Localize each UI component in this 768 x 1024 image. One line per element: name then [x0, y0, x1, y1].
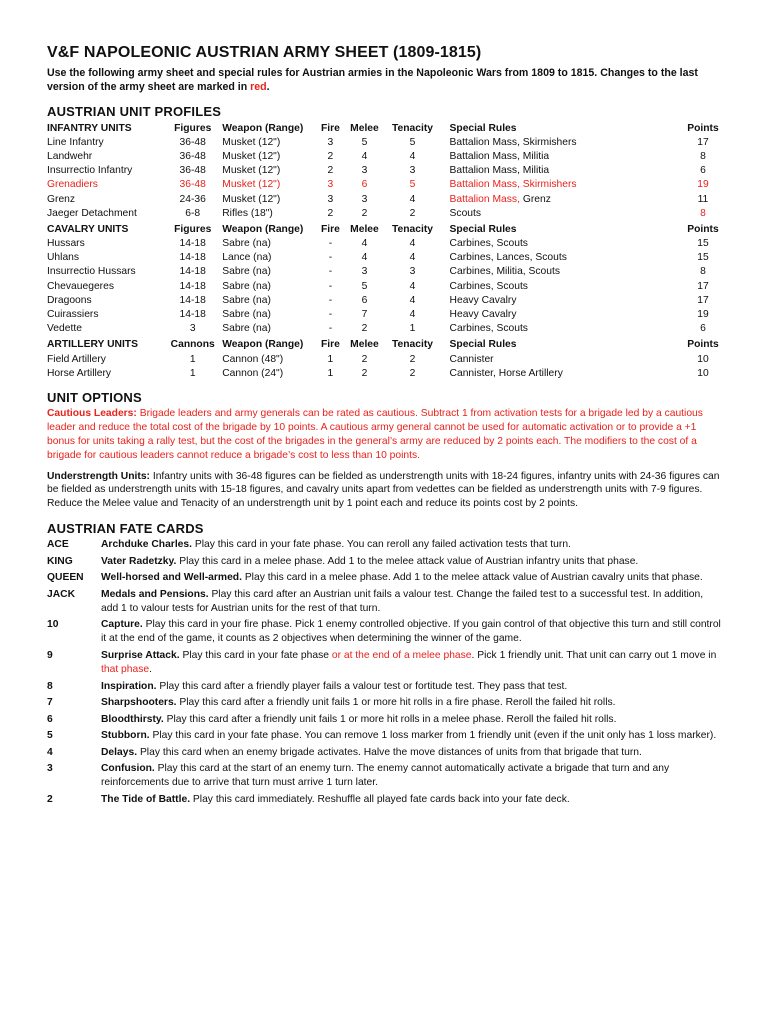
unit-ten: 4: [409, 309, 416, 321]
unit-pts: 15: [697, 252, 709, 264]
fate-card: [47, 538, 727, 552]
fate-cards-heading: AUSTRIAN FATE CARDS: [47, 520, 204, 536]
fate-card: [47, 762, 727, 790]
unit-ten: 4: [409, 193, 416, 205]
unit-special: Carbines, Scouts: [449, 323, 528, 335]
unit-pts: 17: [697, 136, 709, 148]
fate-card: [47, 649, 727, 677]
unit-profiles-table: [47, 121, 723, 380]
column-header: Points: [687, 339, 719, 351]
fate-card-name: Capture.: [101, 619, 143, 631]
fate-card-name: Bloodthirsty.: [101, 713, 164, 725]
unit-fig: 14-18: [179, 280, 206, 292]
cautious-leaders-rule: [47, 407, 727, 462]
unit-name: Cuirassiers: [47, 309, 99, 321]
column-header: Special Rules: [449, 122, 517, 134]
fate-card-name: Well-horsed and Well-armed.: [101, 572, 242, 584]
fate-card: [47, 588, 727, 616]
unit-weapon: Musket (12"): [222, 136, 281, 148]
unit-pts: 15: [697, 238, 709, 250]
unit-weapon: Lance (na): [222, 252, 272, 264]
unit-fire: -: [328, 294, 333, 306]
unit-fig: 14-18: [179, 238, 206, 250]
fate-card-rank: 7: [47, 697, 53, 709]
unit-pts: 6: [700, 165, 706, 177]
unit-name: Jaeger Detachment: [47, 207, 137, 219]
unit-fig: 6-8: [185, 207, 201, 219]
fate-card-body: .: [149, 663, 152, 675]
unit-fig: 14-18: [179, 309, 206, 321]
unit-ten: 4: [409, 150, 416, 162]
unit-special: [438, 192, 683, 206]
unit-special: Cannister: [449, 353, 494, 365]
unit-fire: 2: [327, 150, 334, 162]
fate-card-body: Play this card after a friendly unit fails 1 or more hit rolls in a melee phase. Reroll the failed hit rolls.: [163, 713, 617, 725]
unit-pts: 17: [697, 294, 709, 306]
fate-card-text: [101, 588, 721, 616]
fate-card: [47, 618, 727, 646]
fate-card-body: Play this card at the start of an enemy turn. The enemy cannot automatically activate a brigade that turn and any reinforcements due to arrive that turn must arrive 1 turn later.: [101, 763, 670, 789]
unit-fire: 1: [327, 367, 334, 379]
unit-pts: 6: [700, 323, 706, 335]
cavalry-header-row: [47, 220, 723, 236]
unit-melee: 4: [361, 150, 368, 162]
column-header: Fire: [320, 122, 340, 134]
unit-fire: -: [328, 280, 333, 292]
fate-card: [47, 793, 727, 807]
column-header: Fire: [320, 339, 340, 351]
unit-ten: 5: [409, 179, 416, 191]
unit-pts: 8: [700, 266, 706, 278]
understrength-units-text: Infantry units with 36-48 figures can be fielded as understrength units with 18-24 figures, infantry units with 24-36 figures can be fielded as understrength units with 15-18 figures, and cavalry units apart from vedettes can be fielded as understrength units with 7-9 figures. Reduce the Melee value and Tenacity of an understrength unit by 1 point each and reduce its points cost by 2 points.: [47, 470, 720, 510]
column-header: Points: [687, 223, 719, 235]
column-header: Tenacity: [392, 339, 434, 351]
column-header: CAVALRY UNITS: [47, 223, 129, 235]
unit-melee: 2: [361, 207, 368, 219]
fate-card-name: Medals and Pensions.: [101, 588, 209, 600]
unit-melee: 6: [361, 294, 368, 306]
unit-special: Heavy Cavalry: [449, 294, 517, 306]
fate-card-changed-text: that phase: [101, 663, 150, 675]
unit-special: Battalion Mass, Skirmishers: [449, 179, 577, 191]
column-header: Fire: [320, 223, 340, 235]
fate-card-text: [101, 713, 721, 727]
unit-ten: 5: [409, 136, 416, 148]
cautious-leaders-text: Brigade leaders and army generals can be rated as cautious. Subtract 1 from activation tests for a brigade led by a cautious leader and reduce the total cost of the brigade by 10 points. A cautious army general cannot be used for automatic activation or to provide a +1 bonus for units taking a rally test, but the cost of the brigades in the general’s army are reduced by 2 points each. The modifiers to the cost of a brigade for cautious leaders cannot reduce a brigade’s cost to less than 10 points.: [47, 408, 703, 461]
fate-card-changed-text: or at the end of a melee phase: [331, 649, 472, 661]
unit-weapon: Rifles (18"): [222, 207, 273, 219]
column-header: Tenacity: [392, 223, 434, 235]
unit-melee: 4: [361, 252, 368, 264]
unit-row: [47, 322, 723, 336]
unit-fig: 36-48: [179, 179, 206, 191]
column-header: Weapon (Range): [222, 122, 304, 134]
fate-card-body: Play this card after a friendly unit fails 1 or more hit rolls in a fire phase. Reroll the failed hit rolls.: [176, 697, 616, 709]
fate-card-rank: 9: [47, 649, 53, 661]
unit-fire: 2: [327, 207, 334, 219]
options-heading: UNIT OPTIONS: [47, 390, 142, 406]
fate-card-text: [101, 538, 721, 552]
unit-name: Horse Artillery: [47, 367, 112, 379]
unit-fig: 36-48: [179, 136, 206, 148]
unit-melee: 3: [361, 193, 368, 205]
fate-card: [47, 680, 727, 694]
fate-card-rank: 8: [47, 680, 53, 692]
unit-row: [47, 352, 723, 366]
column-header: Special Rules: [449, 339, 517, 351]
unit-row: [47, 192, 723, 206]
unit-melee: 5: [361, 280, 368, 292]
unit-row: [47, 307, 723, 321]
unit-fig: 14-18: [179, 294, 206, 306]
unit-special: Heavy Cavalry: [449, 309, 517, 321]
unit-row: [47, 149, 723, 163]
unit-fire: -: [328, 266, 333, 278]
unit-special: Cannister, Horse Artillery: [449, 367, 563, 379]
fate-card-rank: ACE: [47, 538, 69, 550]
unit-weapon: Musket (12"): [222, 150, 281, 162]
fate-card-rank: KING: [47, 555, 73, 567]
fate-card-body: Play this card after a friendly player fails a valour test or fortitude test. They pass that test.: [156, 680, 568, 692]
fate-card-text: [101, 746, 721, 760]
fate-card-text: [101, 793, 721, 807]
unit-weapon: Sabre (na): [222, 294, 271, 306]
unit-special: Battalion Mass, Skirmishers: [449, 136, 577, 148]
unit-melee: 3: [361, 266, 368, 278]
unit-name: Field Artillery: [47, 353, 106, 365]
fate-card-text: [101, 696, 721, 710]
fate-card: [47, 696, 727, 710]
intro-paragraph: [47, 66, 727, 94]
unit-fig: 36-48: [179, 165, 206, 177]
unit-ten: 3: [409, 266, 416, 278]
fate-card-text: [101, 762, 721, 790]
fate-card-rank: 3: [47, 763, 53, 775]
unit-pts: 10: [697, 367, 709, 379]
unit-fire: 1: [327, 353, 334, 365]
unit-name: Chevauegeres: [47, 280, 114, 292]
fate-card-rank: 5: [47, 730, 53, 742]
unit-melee: 5: [361, 136, 368, 148]
fate-card-body: Play this card in your fate phase. You can remove 1 loss marker from 1 friendly unit (even if the unit only has 1 loss marker).: [149, 730, 717, 742]
unit-melee: 7: [361, 309, 368, 321]
unit-melee: 2: [361, 353, 368, 365]
fate-card-body: Play this card after an Austrian unit fails a valour test. Change the failed test to a successful test. In addition, add 1 to valour tests for Austrian units for the rest of that turn.: [101, 588, 704, 614]
column-header: INFANTRY UNITS: [47, 122, 132, 134]
fate-card: [47, 555, 727, 569]
unit-special: Carbines, Scouts: [449, 280, 528, 292]
unit-pts: 11: [697, 193, 709, 205]
unit-fire: -: [328, 252, 333, 264]
unit-melee: 3: [361, 165, 368, 177]
unit-weapon: Sabre (na): [222, 323, 271, 335]
fate-card-name: Archduke Charles.: [101, 538, 192, 550]
fate-card-body: Play this card immediately. Reshuffle all played fate cards back into your fate deck.: [190, 794, 570, 806]
unit-row: [47, 251, 723, 265]
unit-fire: 2: [327, 165, 334, 177]
fate-card-body: Play this card when an enemy brigade activates. Halve the move distances of units from that brigade that turn.: [137, 746, 642, 758]
unit-special: Carbines, Lances, Scouts: [449, 252, 567, 264]
fate-card-name: Delays.: [101, 746, 138, 758]
fate-card: [47, 713, 727, 727]
unit-row: [47, 164, 723, 178]
unit-weapon: Cannon (48"): [222, 353, 284, 365]
page-title: V&F NAPOLEONIC AUSTRIAN ARMY SHEET (1809-1815): [47, 44, 482, 61]
unit-pts: 8: [700, 150, 706, 162]
unit-special: Battalion Mass, Militia: [449, 150, 550, 162]
unit-ten: 4: [409, 294, 416, 306]
unit-name: Uhlans: [47, 252, 80, 264]
unit-ten: 2: [409, 207, 416, 219]
column-header: Points: [687, 122, 719, 134]
fate-card-body: Play this card in your fate phase: [179, 649, 332, 661]
unit-row: [47, 366, 723, 380]
unit-special: Carbines, Scouts: [449, 238, 528, 250]
unit-fire: 3: [327, 136, 334, 148]
unit-fig: 1: [189, 367, 196, 379]
unit-melee: 2: [361, 367, 368, 379]
unit-name: Insurrectio Infantry: [47, 165, 133, 177]
unit-weapon: Sabre (na): [222, 238, 271, 250]
column-header: Figures: [174, 223, 212, 235]
fate-card-text: [101, 618, 721, 646]
army-sheet: [47, 44, 727, 810]
fate-card-name: Confusion.: [101, 763, 155, 775]
unit-ten: 1: [409, 323, 416, 335]
unit-pts: 19: [697, 309, 709, 321]
unit-name: Vedette: [47, 323, 82, 335]
unit-name: Hussars: [47, 238, 85, 250]
fate-card: [47, 571, 727, 585]
fate-card-rank: 2: [47, 794, 53, 806]
unit-pts: 8: [700, 207, 706, 219]
unit-weapon: Musket (12"): [222, 193, 281, 205]
understrength-units-title: Understrength Units:: [47, 470, 150, 482]
fate-card-body: . Pick 1 friendly unit. That unit can carry out 1 move in: [471, 649, 717, 661]
unit-row: [47, 265, 723, 279]
unit-special: Carbines, Militia, Scouts: [449, 266, 560, 278]
intro-text: Use the following army sheet and special rules for Austrian armies in the Napoleonic Wars from 1809 to 1815. Changes to the last version of the army sheet are marked in: [47, 67, 698, 93]
unit-fire: -: [328, 238, 333, 250]
fate-card-name: Surprise Attack.: [101, 649, 180, 661]
fate-card-rank: 10: [47, 619, 59, 631]
fate-card-rank: 6: [47, 713, 53, 725]
fate-card-body: Play this card in your fate phase. You can reroll any failed activation tests that turn.: [192, 538, 571, 550]
unit-special: Scouts: [449, 207, 482, 219]
unit-name: Grenadiers: [47, 179, 98, 191]
unit-melee: 2: [361, 323, 368, 335]
unit-ten: 4: [409, 280, 416, 292]
fate-card-body: Play this card in a melee phase. Add 1 to the melee attack value of Austrian infantry units that phase.: [176, 555, 639, 567]
unit-row: [47, 178, 723, 192]
fate-card-text: [101, 729, 721, 743]
unit-melee: 4: [361, 238, 368, 250]
unit-ten: 2: [409, 353, 416, 365]
unit-name: Dragoons: [47, 294, 92, 306]
column-header: Melee: [350, 223, 379, 235]
unit-fire: 3: [327, 179, 334, 191]
unit-name: Grenz: [47, 193, 76, 205]
unit-pts: 19: [697, 179, 709, 191]
unit-pts: 10: [697, 353, 709, 365]
fate-card-name: Vater Radetzky.: [101, 555, 177, 567]
column-header: Cannons: [170, 339, 215, 351]
unit-ten: 2: [409, 367, 416, 379]
unit-row: [47, 206, 723, 220]
unit-name: Line Infantry: [47, 136, 104, 148]
unit-row: [47, 293, 723, 307]
infantry-header-row: [47, 121, 723, 135]
fate-card-text: [101, 555, 721, 569]
fate-card-rank: QUEEN: [47, 572, 84, 584]
fate-card-list: [47, 538, 727, 807]
unit-fire: 3: [327, 193, 334, 205]
column-header: Figures: [174, 122, 212, 134]
unit-fig: 3: [189, 323, 196, 335]
unit-fig: 14-18: [179, 252, 206, 264]
unit-ten: 4: [409, 252, 416, 264]
column-header: Weapon (Range): [222, 339, 304, 351]
cautious-leaders-title: Cautious Leaders:: [47, 408, 137, 420]
column-header: ARTILLERY UNITS: [47, 339, 138, 351]
unit-row: [47, 237, 723, 251]
unit-weapon: Musket (12"): [222, 165, 281, 177]
unit-special-changed: Battalion Mass,: [449, 193, 520, 205]
fate-card-rank: 4: [47, 746, 53, 758]
unit-special: Battalion Mass, Militia: [449, 165, 550, 177]
unit-fig: 14-18: [179, 266, 206, 278]
fate-card-name: Sharpshooters.: [101, 697, 177, 709]
artillery-header-row: [47, 336, 723, 352]
fate-card-body: Play this card in your fire phase. Pick 1 enemy controlled objective. If you gain control of that objective this turn and still control it at the end of the game, it counts as 2 objectives when determining the winner of the game.: [101, 619, 721, 645]
profiles-heading: AUSTRIAN UNIT PROFILES: [47, 104, 222, 119]
column-header: Melee: [350, 122, 379, 134]
fate-card-name: Inspiration.: [101, 680, 157, 692]
unit-fig: 36-48: [179, 150, 206, 162]
understrength-units-rule: [47, 470, 727, 511]
unit-row: [47, 135, 723, 149]
column-header: Tenacity: [392, 122, 434, 134]
fate-card-rank: JACK: [47, 588, 76, 600]
fate-card-text: [101, 571, 721, 585]
fate-card-name: The Tide of Battle.: [101, 794, 191, 806]
fate-card-text: [101, 649, 721, 677]
intro-end: .: [266, 81, 270, 93]
column-header: Melee: [350, 339, 379, 351]
unit-weapon: Sabre (na): [222, 309, 271, 321]
unit-melee: 6: [361, 179, 368, 191]
intro-red-word: red: [250, 81, 267, 93]
unit-pts: 17: [697, 280, 709, 292]
fate-card: [47, 729, 727, 743]
unit-weapon: Musket (12"): [222, 179, 281, 191]
unit-fire: -: [328, 323, 333, 335]
unit-fig: 1: [189, 353, 196, 365]
unit-ten: 4: [409, 238, 416, 250]
unit-weapon: Sabre (na): [222, 280, 271, 292]
unit-row: [47, 279, 723, 293]
unit-special-rest: Grenz: [519, 193, 551, 205]
unit-weapon: Sabre (na): [222, 266, 271, 278]
fate-card: [47, 746, 727, 760]
column-header: Weapon (Range): [222, 223, 304, 235]
unit-name: Insurrectio Hussars: [47, 266, 136, 278]
unit-weapon: Cannon (24"): [222, 367, 284, 379]
fate-card-name: Stubborn.: [101, 730, 150, 742]
column-header: Special Rules: [449, 223, 517, 235]
unit-ten: 3: [409, 165, 416, 177]
unit-fig: 24-36: [179, 193, 206, 205]
fate-card-body: Play this card in a melee phase. Add 1 to the melee attack value of Austrian cavalry units that phase.: [241, 572, 703, 584]
unit-fire: -: [328, 309, 333, 321]
unit-name: Landwehr: [47, 150, 93, 162]
fate-card-text: [101, 680, 721, 694]
